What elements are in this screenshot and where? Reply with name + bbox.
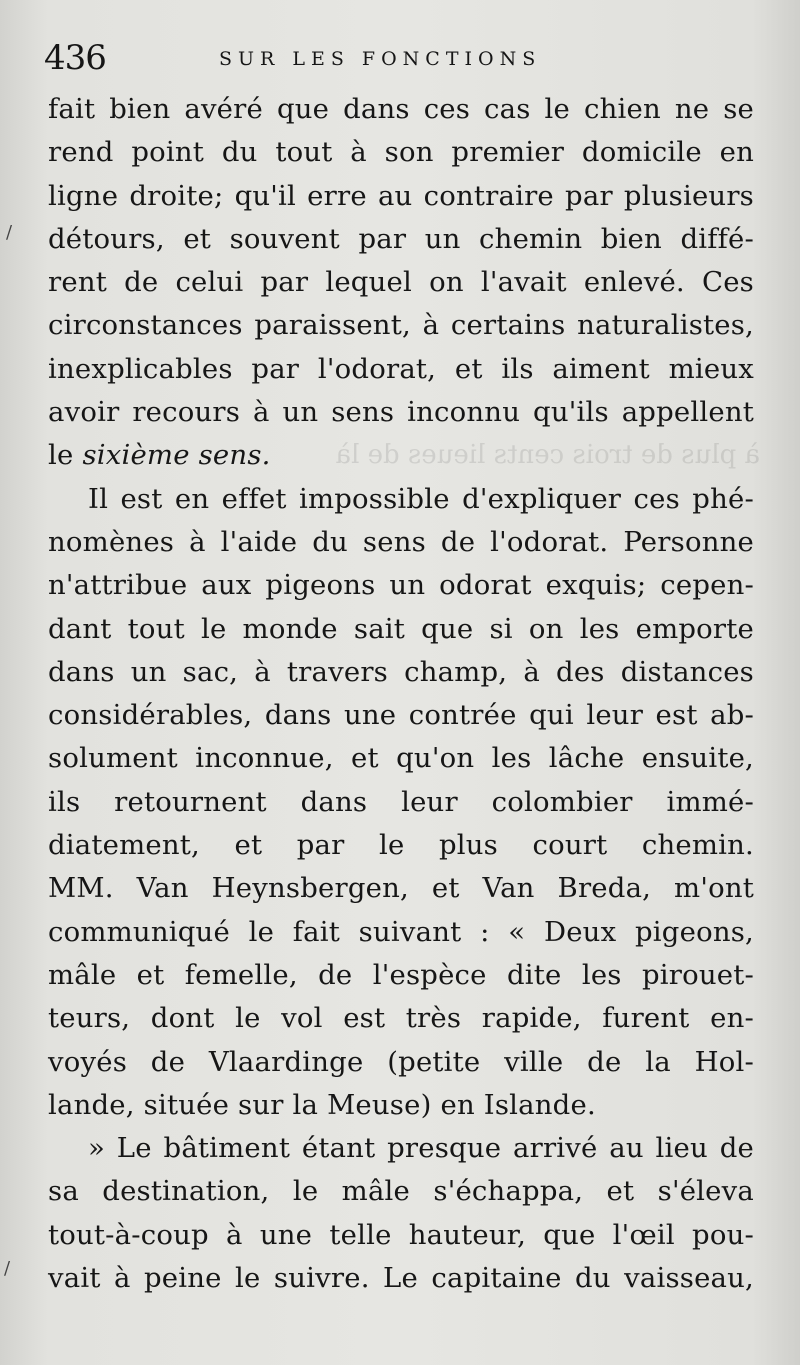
body-text — [48, 88, 754, 1300]
text-line: rent de celui par lequel on l'avait enlevé. Ces — [48, 266, 754, 299]
italic-phrase: sixième sens. — [82, 439, 271, 472]
paragraph-first-line: Il est en effet impossible d'expliquer ces phé- — [88, 482, 754, 515]
text-line: mâle et femelle, de l'espèce dite les pirouet- — [48, 958, 754, 991]
paragraph-first-line: » Le bâtiment étant presque arrivé au lieu de — [88, 1132, 754, 1165]
text-line: tout-à-coup à une telle hauteur, que l'œil pou- — [48, 1218, 754, 1251]
margin-speck: / — [4, 1258, 11, 1279]
page-number: 436 — [44, 38, 106, 78]
text-line: rend point du tout à son premier domicile en — [48, 136, 754, 169]
text-line: circonstances paraissent, à certains naturalistes, — [48, 309, 754, 342]
text-line: n'attribue aux pigeons un odorat exquis; cepen- — [48, 569, 754, 602]
text-line: teurs, dont le vol est très rapide, furent en- — [48, 1002, 754, 1035]
text-line — [48, 434, 754, 477]
text-line: solument inconnue, et qu'on les lâche ensuite, — [48, 742, 754, 775]
text-line: MM. Van Heynsbergen, et Van Breda, m'ont — [48, 872, 754, 905]
text-line: avoir recours à un sens inconnu qu'ils appellent — [48, 396, 754, 429]
text-line: voyés de Vlaardinge (petite ville de la Hol- — [48, 1045, 754, 1078]
text-line: dans un sac, à travers champ, à des distances — [48, 655, 754, 688]
text-line: vait à peine le suivre. Le capitaine du vaisseau, — [48, 1262, 754, 1295]
bleed-through-text: à plus de trois cents lieues de là — [335, 440, 760, 470]
text-line: considérables, dans une contrée qui leur est ab- — [48, 699, 754, 732]
text-line: inexplicables par l'odorat, et ils aiment mieux — [48, 352, 754, 385]
text-fragment: le — [48, 439, 74, 472]
page-header — [44, 38, 754, 82]
text-line: détours, et souvent par un chemin bien diffé- — [48, 222, 754, 255]
text-line: dant tout le monde sait que si on les emporte — [48, 612, 754, 645]
running-head: SUR LES FONCTIONS — [219, 48, 542, 70]
text-line: sa destination, le mâle s'échappa, et s'éleva — [48, 1175, 754, 1208]
text-line: communiqué le fait suivant : « Deux pigeons, — [48, 915, 754, 948]
margin-speck: / — [6, 222, 13, 243]
text-line: lande, située sur la Meuse) en Islande. — [48, 1088, 596, 1121]
text-line: ils retournent dans leur colombier immé- — [48, 785, 754, 818]
text-line: diatement, et par le plus court chemin. — [48, 829, 754, 862]
text-line: fait bien avéré que dans ces cas le chien ne se — [48, 93, 754, 125]
text-line: nomènes à l'aide du sens de l'odorat. Personne — [48, 525, 754, 558]
text-line: ligne droite; qu'il erre au contraire par plusieurs — [48, 179, 754, 212]
